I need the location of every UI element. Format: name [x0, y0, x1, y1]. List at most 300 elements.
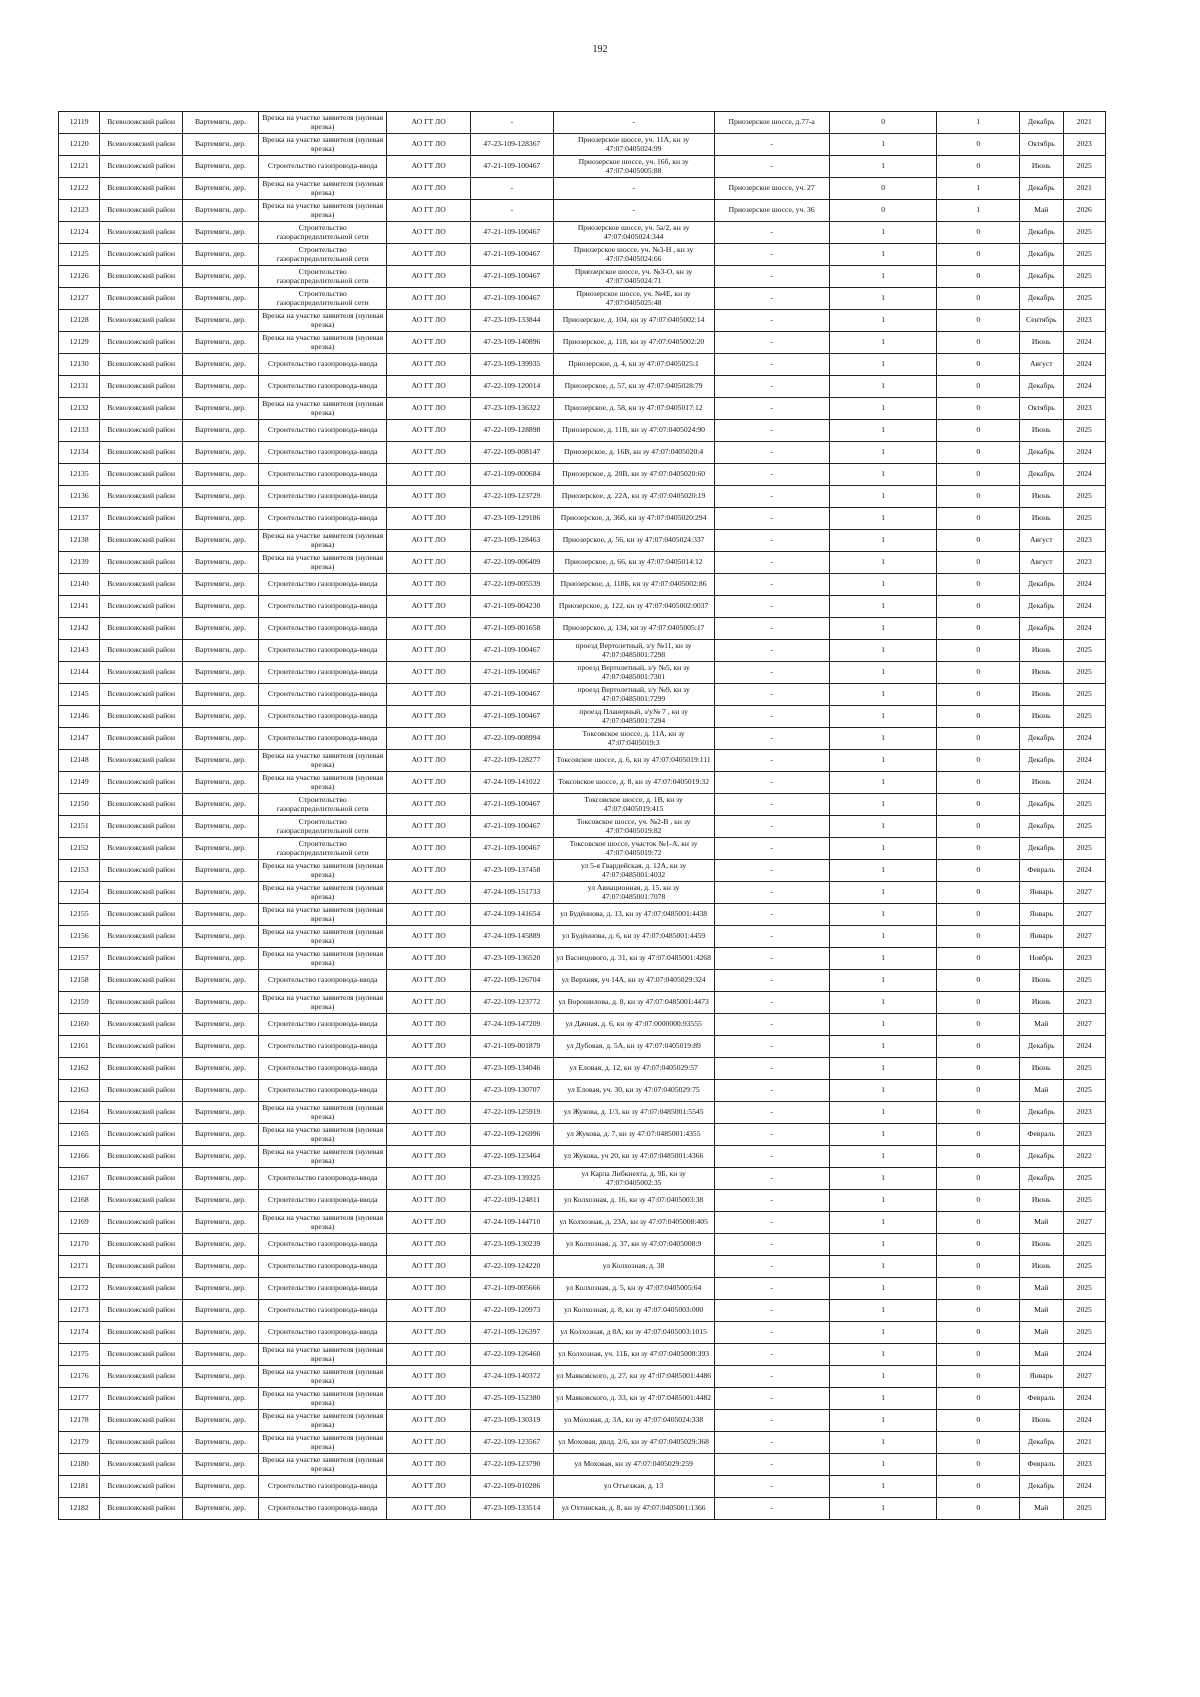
table-row: [59, 200, 1106, 222]
organization-cell: АО ГТ ЛО: [387, 816, 471, 838]
table-row: [59, 530, 1106, 552]
cadastral-address-cell: Приозерское, д. 56, кн зу 47:07:0405024:337: [553, 530, 714, 552]
cadastral-address-cell: Токсовское шоссе, д. 6, кн зу 47:07:0405019:111: [553, 750, 714, 772]
table-row: [59, 1146, 1106, 1168]
work-type-cell: Строительство газопровода-ввода: [259, 1256, 387, 1278]
cadastral-address-cell: ул Отъезжая, д. 13: [553, 1476, 714, 1498]
count-b-cell: 0: [937, 618, 1020, 640]
work-type-cell: Врезка на участке заявителя (нулевая врезка): [259, 992, 387, 1014]
row-id: 12147: [59, 728, 100, 750]
month-cell: Август: [1020, 354, 1063, 376]
permit-number-cell: 47-23-109-130239: [471, 1234, 554, 1256]
year-cell: 2025: [1063, 1256, 1105, 1278]
district-cell: Всеволожский район: [100, 1124, 183, 1146]
count-a-cell: 1: [829, 684, 937, 706]
row-id: 12182: [59, 1498, 100, 1520]
district-cell: Всеволожский район: [100, 1014, 183, 1036]
row-id: 12151: [59, 816, 100, 838]
locality-cell: Вартемяги, дер.: [182, 684, 258, 706]
count-b-cell: 0: [937, 486, 1020, 508]
count-a-cell: 1: [829, 1278, 937, 1300]
count-b-cell: 0: [937, 1498, 1020, 1520]
address-cell: -: [714, 420, 829, 442]
table-row: [59, 222, 1106, 244]
organization-cell: АО ГТ ЛО: [387, 728, 471, 750]
table-row: [59, 376, 1106, 398]
district-cell: Всеволожский район: [100, 948, 183, 970]
address-cell: -: [714, 750, 829, 772]
work-type-cell: Врезка на участке заявителя (нулевая врезка): [259, 200, 387, 222]
work-type-cell: Строительство газораспределительной сети: [259, 244, 387, 266]
row-id: 12129: [59, 332, 100, 354]
cadastral-address-cell: Приозерское, д. 122, кн зу 47:07:0405002:0037: [553, 596, 714, 618]
work-type-cell: Врезка на участке заявителя (нулевая врезка): [259, 1366, 387, 1388]
month-cell: Сентябрь: [1020, 310, 1063, 332]
locality-cell: Вартемяги, дер.: [182, 244, 258, 266]
district-cell: Всеволожский район: [100, 750, 183, 772]
address-cell: -: [714, 1058, 829, 1080]
work-type-cell: Врезка на участке заявителя (нулевая врезка): [259, 1102, 387, 1124]
work-type-cell: Врезка на участке заявителя (нулевая врезка): [259, 1146, 387, 1168]
organization-cell: АО ГТ ЛО: [387, 1278, 471, 1300]
row-id: 12165: [59, 1124, 100, 1146]
count-b-cell: 0: [937, 662, 1020, 684]
organization-cell: АО ГТ ЛО: [387, 904, 471, 926]
row-id: 12181: [59, 1476, 100, 1498]
table-row: [59, 442, 1106, 464]
month-cell: Май: [1020, 1344, 1063, 1366]
count-a-cell: 1: [829, 310, 937, 332]
address-cell: -: [714, 596, 829, 618]
locality-cell: Вартемяги, дер.: [182, 1432, 258, 1454]
organization-cell: АО ГТ ЛО: [387, 1344, 471, 1366]
address-cell: -: [714, 1256, 829, 1278]
permit-number-cell: 47-21-109-004230: [471, 596, 554, 618]
table-row: [59, 618, 1106, 640]
year-cell: 2023: [1063, 134, 1105, 156]
locality-cell: Вартемяги, дер.: [182, 112, 258, 134]
locality-cell: Вартемяги, дер.: [182, 1080, 258, 1102]
district-cell: Всеволожский район: [100, 354, 183, 376]
count-a-cell: 1: [829, 530, 937, 552]
work-type-cell: Врезка на участке заявителя (нулевая врезка): [259, 398, 387, 420]
work-type-cell: Строительство газопровода-ввода: [259, 1476, 387, 1498]
organization-cell: АО ГТ ЛО: [387, 1388, 471, 1410]
table-row: [59, 244, 1106, 266]
organization-cell: АО ГТ ЛО: [387, 200, 471, 222]
count-a-cell: 1: [829, 1454, 937, 1476]
work-type-cell: Врезка на участке заявителя (нулевая врезка): [259, 904, 387, 926]
month-cell: Декабрь: [1020, 574, 1063, 596]
table-row: [59, 1168, 1106, 1190]
table-row: [59, 266, 1106, 288]
address-cell: -: [714, 1366, 829, 1388]
row-id: 12138: [59, 530, 100, 552]
address-cell: -: [714, 1454, 829, 1476]
table-row: [59, 1058, 1106, 1080]
count-a-cell: 1: [829, 1080, 937, 1102]
row-id: 12158: [59, 970, 100, 992]
row-id: 12140: [59, 574, 100, 596]
address-cell: -: [714, 1300, 829, 1322]
row-id: 12122: [59, 178, 100, 200]
year-cell: 2023: [1063, 530, 1105, 552]
count-a-cell: 1: [829, 662, 937, 684]
count-a-cell: 1: [829, 1212, 937, 1234]
address-cell: -: [714, 156, 829, 178]
row-id: 12141: [59, 596, 100, 618]
row-id: 12166: [59, 1146, 100, 1168]
permit-number-cell: 47-24-109-141654: [471, 904, 554, 926]
work-type-cell: Врезка на участке заявителя (нулевая врезка): [259, 1124, 387, 1146]
row-id: 12146: [59, 706, 100, 728]
year-cell: 2022: [1063, 1146, 1105, 1168]
month-cell: Июнь: [1020, 486, 1063, 508]
count-b-cell: 0: [937, 596, 1020, 618]
locality-cell: Вартемяги, дер.: [182, 1168, 258, 1190]
count-b-cell: 0: [937, 926, 1020, 948]
row-id: 12177: [59, 1388, 100, 1410]
organization-cell: АО ГТ ЛО: [387, 552, 471, 574]
count-b-cell: 0: [937, 1388, 1020, 1410]
cadastral-address-cell: ул Еловая, уч. 30, кн зу 47:07:0405029:75: [553, 1080, 714, 1102]
organization-cell: АО ГТ ЛО: [387, 288, 471, 310]
year-cell: 2024: [1063, 1036, 1105, 1058]
table-row: [59, 1388, 1106, 1410]
count-a-cell: 1: [829, 1190, 937, 1212]
table-row: [59, 134, 1106, 156]
count-b-cell: 0: [937, 640, 1020, 662]
work-type-cell: Строительство газопровода-ввода: [259, 970, 387, 992]
count-a-cell: 1: [829, 1476, 937, 1498]
district-cell: Всеволожский район: [100, 112, 183, 134]
organization-cell: АО ГТ ЛО: [387, 530, 471, 552]
count-b-cell: 0: [937, 992, 1020, 1014]
count-b-cell: 0: [937, 970, 1020, 992]
permit-number-cell: 47-25-109-152380: [471, 1388, 554, 1410]
locality-cell: Вартемяги, дер.: [182, 926, 258, 948]
work-type-cell: Врезка на участке заявителя (нулевая врезка): [259, 948, 387, 970]
count-b-cell: 0: [937, 1234, 1020, 1256]
row-id: 12120: [59, 134, 100, 156]
registry-rows: [59, 112, 1106, 1520]
organization-cell: АО ГТ ЛО: [387, 1168, 471, 1190]
month-cell: Февраль: [1020, 1388, 1063, 1410]
count-b-cell: 0: [937, 948, 1020, 970]
table-row: [59, 970, 1106, 992]
permit-number-cell: 47-21-109-000684: [471, 464, 554, 486]
address-cell: -: [714, 728, 829, 750]
year-cell: 2024: [1063, 618, 1105, 640]
permit-number-cell: 47-21-109-100467: [471, 222, 554, 244]
address-cell: -: [714, 1212, 829, 1234]
permit-number-cell: -: [471, 200, 554, 222]
cadastral-address-cell: ул Ворошилова, д. 8, кн зу 47:07:0485001:4473: [553, 992, 714, 1014]
month-cell: Декабрь: [1020, 178, 1063, 200]
table-row: [59, 662, 1106, 684]
cadastral-address-cell: -: [553, 200, 714, 222]
district-cell: Всеволожский район: [100, 288, 183, 310]
address-cell: -: [714, 244, 829, 266]
count-b-cell: 0: [937, 838, 1020, 860]
year-cell: 2024: [1063, 1476, 1105, 1498]
organization-cell: АО ГТ ЛО: [387, 662, 471, 684]
year-cell: 2027: [1063, 926, 1105, 948]
permit-number-cell: 47-22-109-126996: [471, 1124, 554, 1146]
table-row: [59, 684, 1106, 706]
table-row: [59, 926, 1106, 948]
district-cell: Всеволожский район: [100, 772, 183, 794]
month-cell: Декабрь: [1020, 464, 1063, 486]
cadastral-address-cell: ул Маяковского, д. 33, кн зу 47:07:0485001:4482: [553, 1388, 714, 1410]
year-cell: 2024: [1063, 1388, 1105, 1410]
month-cell: Май: [1020, 1080, 1063, 1102]
work-type-cell: Строительство газопровода-ввода: [259, 706, 387, 728]
work-type-cell: Строительство газораспределительной сети: [259, 266, 387, 288]
organization-cell: АО ГТ ЛО: [387, 1256, 471, 1278]
cadastral-address-cell: ул Колхозная, д. 5, кн зу 47:07:0405005:64: [553, 1278, 714, 1300]
count-a-cell: 0: [829, 200, 937, 222]
count-b-cell: 0: [937, 134, 1020, 156]
permit-number-cell: 47-21-109-100467: [471, 244, 554, 266]
table-row: [59, 772, 1106, 794]
cadastral-address-cell: Приозерское, д. 57, кн зу 47:07:0405028:79: [553, 376, 714, 398]
address-cell: -: [714, 882, 829, 904]
organization-cell: АО ГТ ЛО: [387, 376, 471, 398]
month-cell: Февраль: [1020, 860, 1063, 882]
address-cell: -: [714, 640, 829, 662]
address-cell: -: [714, 288, 829, 310]
month-cell: Июнь: [1020, 420, 1063, 442]
work-type-cell: Строительство газопровода-ввода: [259, 1498, 387, 1520]
count-b-cell: 0: [937, 420, 1020, 442]
permit-number-cell: 47-22-109-005539: [471, 574, 554, 596]
month-cell: Январь: [1020, 882, 1063, 904]
year-cell: 2027: [1063, 882, 1105, 904]
work-type-cell: Строительство газопровода-ввода: [259, 156, 387, 178]
count-a-cell: 1: [829, 640, 937, 662]
year-cell: 2024: [1063, 464, 1105, 486]
work-type-cell: Врезка на участке заявителя (нулевая врезка): [259, 750, 387, 772]
work-type-cell: Строительство газопровода-ввода: [259, 1300, 387, 1322]
locality-cell: Вартемяги, дер.: [182, 706, 258, 728]
cadastral-address-cell: -: [553, 112, 714, 134]
cadastral-address-cell: проезд Планерный, з/у№ 7 , кн зу 47:07:0485001:7294: [553, 706, 714, 728]
row-id: 12169: [59, 1212, 100, 1234]
work-type-cell: Строительство газопровода-ввода: [259, 1234, 387, 1256]
count-b-cell: 0: [937, 1058, 1020, 1080]
table-row: [59, 1322, 1106, 1344]
locality-cell: Вартемяги, дер.: [182, 1256, 258, 1278]
count-b-cell: 0: [937, 574, 1020, 596]
month-cell: Май: [1020, 1498, 1063, 1520]
count-a-cell: 1: [829, 398, 937, 420]
work-type-cell: Врезка на участке заявителя (нулевая врезка): [259, 332, 387, 354]
work-type-cell: Врезка на участке заявителя (нулевая врезка): [259, 1212, 387, 1234]
organization-cell: АО ГТ ЛО: [387, 1146, 471, 1168]
work-type-cell: Строительство газопровода-ввода: [259, 662, 387, 684]
work-type-cell: Строительство газопровода-ввода: [259, 376, 387, 398]
table-row: [59, 1234, 1106, 1256]
table-row: [59, 1410, 1106, 1432]
locality-cell: Вартемяги, дер.: [182, 1146, 258, 1168]
permit-number-cell: 47-22-109-006409: [471, 552, 554, 574]
locality-cell: Вартемяги, дер.: [182, 200, 258, 222]
locality-cell: Вартемяги, дер.: [182, 618, 258, 640]
locality-cell: Вартемяги, дер.: [182, 310, 258, 332]
district-cell: Всеволожский район: [100, 662, 183, 684]
year-cell: 2023: [1063, 310, 1105, 332]
row-id: 12132: [59, 398, 100, 420]
row-id: 12121: [59, 156, 100, 178]
year-cell: 2025: [1063, 1234, 1105, 1256]
row-id: 12172: [59, 1278, 100, 1300]
district-cell: Всеволожский район: [100, 640, 183, 662]
organization-cell: АО ГТ ЛО: [387, 596, 471, 618]
year-cell: 2025: [1063, 640, 1105, 662]
district-cell: Всеволожский район: [100, 1058, 183, 1080]
month-cell: Июнь: [1020, 970, 1063, 992]
row-id: 12174: [59, 1322, 100, 1344]
district-cell: Всеволожский район: [100, 1234, 183, 1256]
work-type-cell: Строительство газопровода-ввода: [259, 728, 387, 750]
count-b-cell: 0: [937, 1476, 1020, 1498]
year-cell: 2025: [1063, 1080, 1105, 1102]
count-a-cell: 1: [829, 1146, 937, 1168]
count-a-cell: 1: [829, 948, 937, 970]
work-type-cell: Врезка на участке заявителя (нулевая врезка): [259, 772, 387, 794]
table-row: [59, 882, 1106, 904]
organization-cell: АО ГТ ЛО: [387, 134, 471, 156]
district-cell: Всеволожский район: [100, 684, 183, 706]
year-cell: 2027: [1063, 904, 1105, 926]
table-row: [59, 420, 1106, 442]
table-row: [59, 156, 1106, 178]
count-a-cell: 1: [829, 266, 937, 288]
month-cell: Декабрь: [1020, 1036, 1063, 1058]
cadastral-address-cell: Приозерское, д. 22А, кн зу 47:07:0405020:19: [553, 486, 714, 508]
cadastral-address-cell: ул Колхозная, д. 16, кн зу 47:07:0405003:38: [553, 1190, 714, 1212]
district-cell: Всеволожский район: [100, 706, 183, 728]
organization-cell: АО ГТ ЛО: [387, 464, 471, 486]
count-a-cell: 1: [829, 728, 937, 750]
month-cell: Май: [1020, 1300, 1063, 1322]
organization-cell: АО ГТ ЛО: [387, 1014, 471, 1036]
district-cell: Всеволожский район: [100, 1102, 183, 1124]
cadastral-address-cell: ул Будённова, д. 13, кн зу 47:07:0485001:4438: [553, 904, 714, 926]
locality-cell: Вартемяги, дер.: [182, 882, 258, 904]
month-cell: Декабрь: [1020, 1146, 1063, 1168]
count-b-cell: 0: [937, 1366, 1020, 1388]
permit-number-cell: 47-22-109-010286: [471, 1476, 554, 1498]
count-b-cell: 0: [937, 904, 1020, 926]
cadastral-address-cell: Приозерское, д. 36б, кн зу 47:07:0405020:294: [553, 508, 714, 530]
permit-number-cell: 47-21-109-100467: [471, 838, 554, 860]
locality-cell: Вартемяги, дер.: [182, 1454, 258, 1476]
organization-cell: АО ГТ ЛО: [387, 112, 471, 134]
count-a-cell: 1: [829, 926, 937, 948]
organization-cell: АО ГТ ЛО: [387, 222, 471, 244]
district-cell: Всеволожский район: [100, 904, 183, 926]
work-type-cell: Врезка на участке заявителя (нулевая врезка): [259, 860, 387, 882]
count-a-cell: 1: [829, 134, 937, 156]
address-cell: -: [714, 530, 829, 552]
table-row: [59, 288, 1106, 310]
district-cell: Всеволожский район: [100, 1036, 183, 1058]
district-cell: Всеволожский район: [100, 244, 183, 266]
month-cell: Декабрь: [1020, 222, 1063, 244]
district-cell: Всеволожский район: [100, 1388, 183, 1410]
month-cell: Декабрь: [1020, 1476, 1063, 1498]
address-cell: -: [714, 1234, 829, 1256]
locality-cell: Вартемяги, дер.: [182, 750, 258, 772]
organization-cell: АО ГТ ЛО: [387, 684, 471, 706]
count-b-cell: 1: [937, 112, 1020, 134]
district-cell: Всеволожский район: [100, 178, 183, 200]
locality-cell: Вартемяги, дер.: [182, 486, 258, 508]
cadastral-address-cell: ул Моховая, двлд. 2/6, кн зу 47:07:0405029:368: [553, 1432, 714, 1454]
count-a-cell: 1: [829, 1388, 937, 1410]
work-type-cell: Строительство газопровода-ввода: [259, 1080, 387, 1102]
count-a-cell: 1: [829, 508, 937, 530]
permit-number-cell: -: [471, 112, 554, 134]
locality-cell: Вартемяги, дер.: [182, 530, 258, 552]
organization-cell: АО ГТ ЛО: [387, 156, 471, 178]
month-cell: Декабрь: [1020, 442, 1063, 464]
year-cell: 2024: [1063, 772, 1105, 794]
permit-number-cell: 47-23-109-128367: [471, 134, 554, 156]
table-row: [59, 1212, 1106, 1234]
month-cell: Декабрь: [1020, 838, 1063, 860]
organization-cell: АО ГТ ЛО: [387, 618, 471, 640]
cadastral-address-cell: ул Будённова, д. 6, кн зу 47:07:0485001:4459: [553, 926, 714, 948]
count-a-cell: 1: [829, 1410, 937, 1432]
row-id: 12130: [59, 354, 100, 376]
month-cell: Декабрь: [1020, 244, 1063, 266]
cadastral-address-cell: Токсовское шоссе, участок №1-А, кн зу 47:07:0405019:72: [553, 838, 714, 860]
permit-number-cell: 47-23-109-129186: [471, 508, 554, 530]
count-a-cell: 1: [829, 706, 937, 728]
count-b-cell: 0: [937, 156, 1020, 178]
organization-cell: АО ГТ ЛО: [387, 1058, 471, 1080]
district-cell: Всеволожский район: [100, 1366, 183, 1388]
row-id: 12144: [59, 662, 100, 684]
permit-number-cell: 47-21-109-100467: [471, 816, 554, 838]
table-row: [59, 1454, 1106, 1476]
count-a-cell: 1: [829, 772, 937, 794]
year-cell: 2023: [1063, 992, 1105, 1014]
address-cell: -: [714, 134, 829, 156]
work-type-cell: Строительство газораспределительной сети: [259, 838, 387, 860]
work-type-cell: Строительство газопровода-ввода: [259, 1190, 387, 1212]
permit-number-cell: 47-22-109-128898: [471, 420, 554, 442]
table-row: [59, 816, 1106, 838]
locality-cell: Вартемяги, дер.: [182, 354, 258, 376]
organization-cell: АО ГТ ЛО: [387, 442, 471, 464]
count-b-cell: 0: [937, 1102, 1020, 1124]
month-cell: Декабрь: [1020, 750, 1063, 772]
month-cell: Июнь: [1020, 1234, 1063, 1256]
district-cell: Всеволожский район: [100, 1190, 183, 1212]
cadastral-address-cell: Приозерское шоссе, уч. 16б, кн зу 47:07:0405005:88: [553, 156, 714, 178]
month-cell: Май: [1020, 1278, 1063, 1300]
permit-number-cell: 47-24-109-151733: [471, 882, 554, 904]
month-cell: Июнь: [1020, 992, 1063, 1014]
table-row: [59, 1366, 1106, 1388]
cadastral-address-cell: ул Моховая, д. 3А, кн зу 47:07:0405024:338: [553, 1410, 714, 1432]
cadastral-address-cell: Приозерское, д. 16В, кн зу 47:07:0405020:4: [553, 442, 714, 464]
permit-number-cell: 47-22-109-125919: [471, 1102, 554, 1124]
